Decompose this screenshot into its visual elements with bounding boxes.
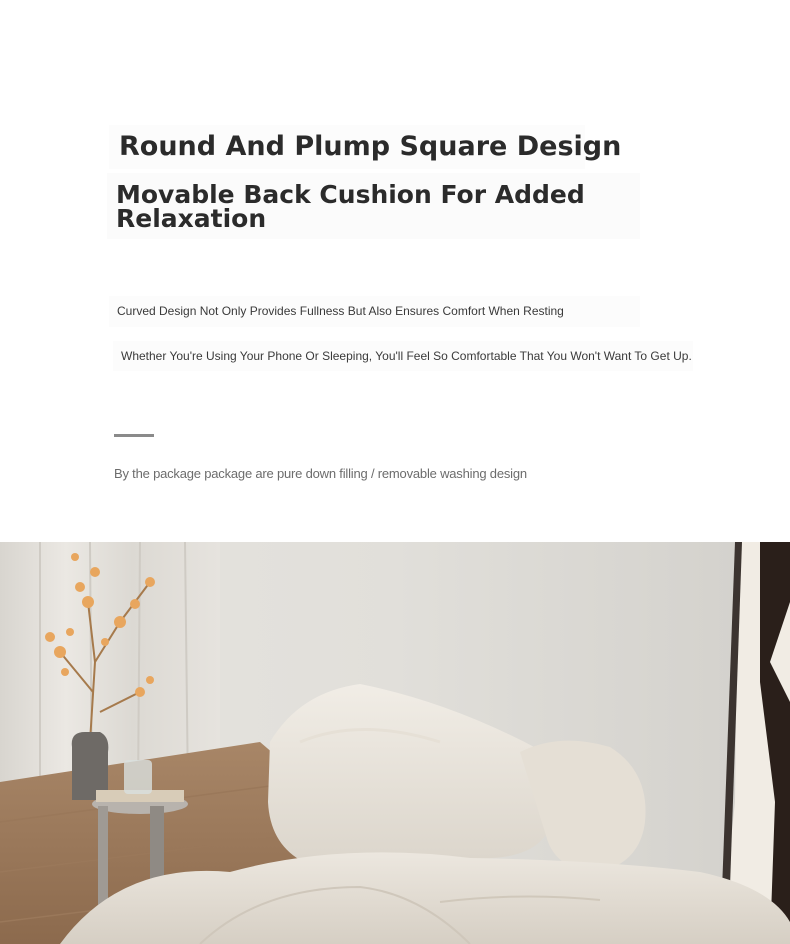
section-title: Round And Plump Square Design: [109, 125, 585, 169]
section-subtitle: Movable Back Cushion For Added Relaxation: [107, 173, 640, 239]
feature-line-2: Whether You're Using Your Phone Or Sleeping, You'll Feel So Comfortable That You Won't Want To Get Up.: [113, 341, 693, 371]
caption-text: By the package package are pure down filling / removable washing design: [114, 466, 527, 481]
product-photo: [0, 542, 790, 944]
feature-line-1: Curved Design Not Only Provides Fullness But Also Ensures Comfort When Resting: [109, 296, 640, 327]
divider: [114, 434, 154, 437]
